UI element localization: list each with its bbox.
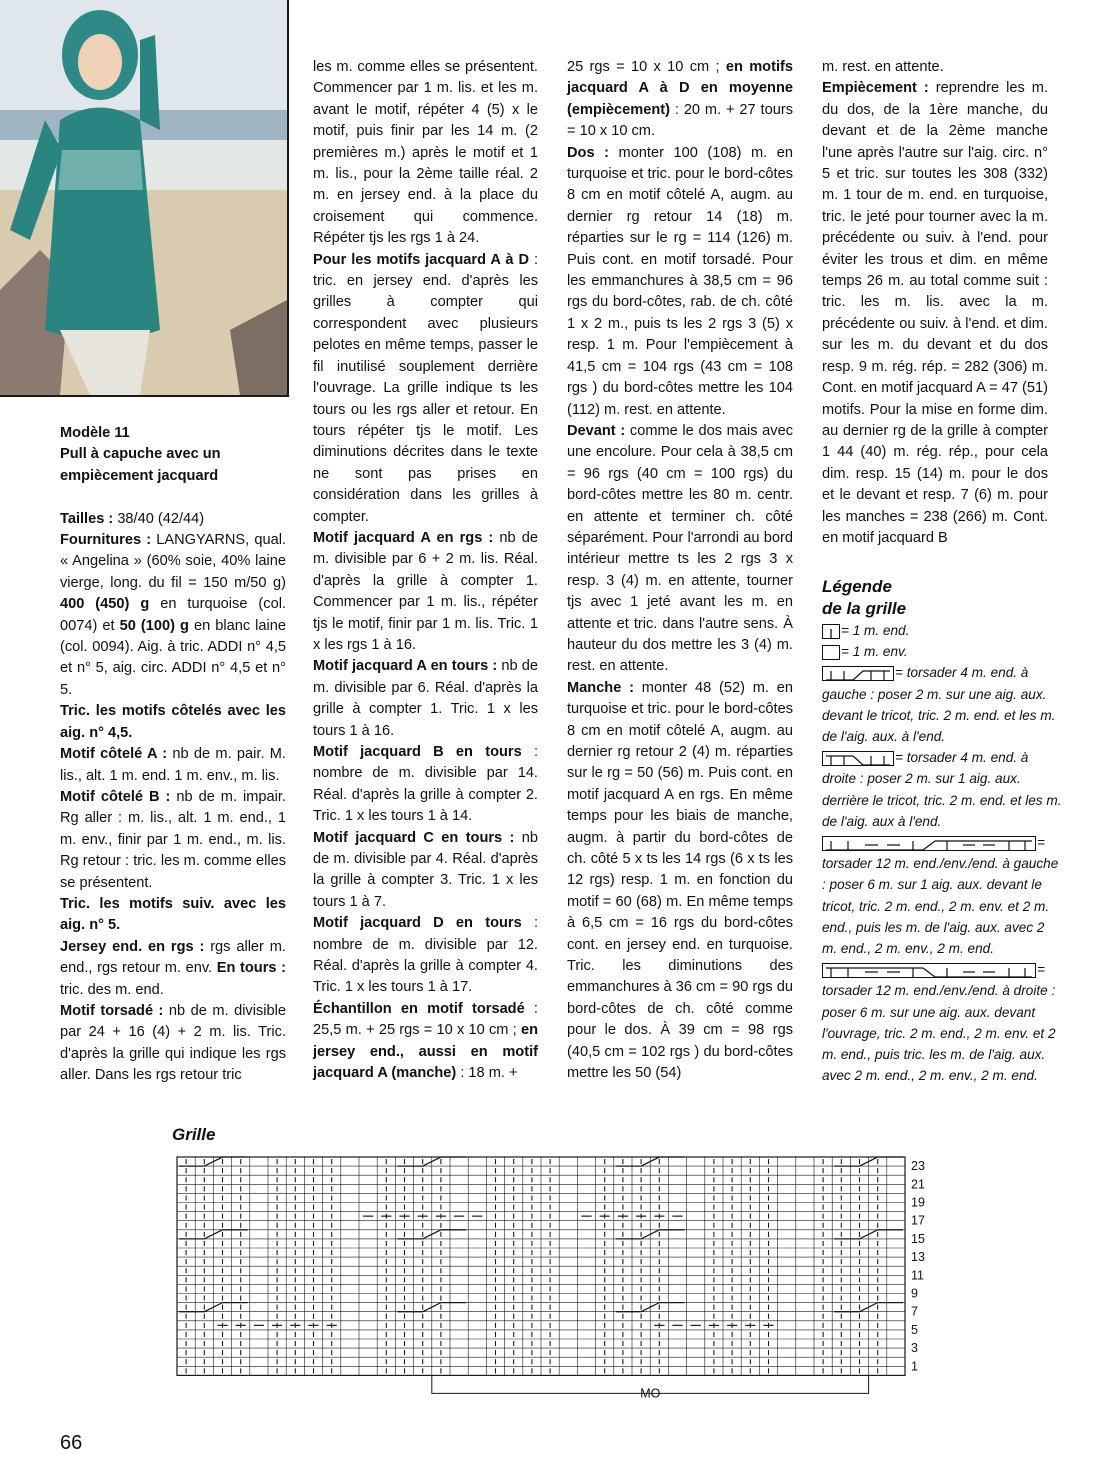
row-label: 19	[911, 1195, 925, 1210]
row-label: 3	[911, 1341, 918, 1356]
legend-title-line2: de la grille	[822, 599, 907, 618]
model-photo-illustration	[0, 0, 287, 395]
model-photo	[0, 0, 289, 397]
cable-left-4-icon	[822, 666, 894, 681]
yoke-paragraph: Empiècement : reprendre les m. du dos, de la 1ère manche, du devant et de la 2ème manche l'une après l'autre sur l'aig. circ. n° 5 et tric. sur toutes les 308 (332) m. 1 tour de m. end. en turquoise, tric. le jeté pour tourner avec la m. précédente ou suiv. à l'end. pour éviter les trous et dim. en même temps 26 m. au total comme suit : tric. les m. lis. avec la m. précédente ou suiv. à l'end. et dim. sur les m. du devant et du dos resp. 9 m. rég. rép. = 282 (306) m. Cont. en motif jacquard A = 47 (51) motifs. Pour la mise en forme dim. au dernier rg de la grille à compter 1 44 (40) m. rég. rép., pour cela dim. resp. 15 (14) m. pour le dos et le devant et resp. 7 (6) m. pour les manches = 238 (266) m. Cont. en motif jacquard B	[822, 80, 1048, 546]
cable-right-12-icon	[822, 963, 1036, 978]
row-label: 7	[911, 1304, 918, 1319]
col3-para-1: 25 rgs = 10 x 10 cm ; en motifs jacquard A à D en moyenne (empiècement) : 20 m. + 27 tours = 10 x 10 cm.	[567, 59, 793, 140]
cable-left-12-icon	[822, 836, 1036, 851]
col2-para-6: Motif jacquard C en tours : nb de m. divisible par 4. Réal. d'après la grille à compter 3. Tric. 1 x les tours 1 à 7.	[313, 829, 539, 910]
row-label: 11	[911, 1268, 924, 1283]
knitting-chart	[170, 1154, 930, 1401]
col2-para-8: Échantillon en motif torsadé : 25,5 m. + 25 rgs = 10 x 10 cm ; en jersey end., aussi en motif jacquard A (manche) : 18 m. +	[313, 1000, 538, 1082]
grille-title: Grille	[172, 1125, 216, 1144]
rib-a-paragraph: Motif côtelé A : nb de m. pair. M. lis., alt. 1 m. end. 1 m. env., m. lis.	[60, 746, 286, 784]
row-label: 21	[911, 1177, 925, 1192]
text-column-1	[60, 423, 286, 1087]
needle-note-2: Tric. les motifs suiv. avec les aig. n° 5.	[60, 895, 286, 934]
cable-paragraph: Motif torsadé : nb de m. divisible par 24 + 16 (4) + 2 m. lis. Tric. d'après la grille qui indique les rgs aller. Dans les rgs retour tric	[60, 1002, 286, 1084]
col2-para-2: Pour les motifs jacquard A à D : tric. en jersey end. d'après les grilles à compter qui correspondent avec plusieurs pelotes en même temps, passer le fil inutilisé souplement derrière l'ouvrage. La grille indique ts les tours ou les rgs aller et retour. En tours répéter tjs le motif. Les diminutions décrites dans le texte ne sont pas prises en considération dans les grilles à compter.	[313, 251, 539, 525]
front-paragraph: Devant : comme le dos mais avec une encolure. Pour cela à 38,5 cm = 96 rgs (40 cm = 100 rgs) du bord-côtes mettre les 80 m. centr. en attente et terminer ch. côté séparément. Pour l'arrondi au bord intérieur mettre ts les 2 rgs 3 x resp. 3 (4) m. en attente, tourner tjs avec 1 jeté avant les m. en attente et tric. dans l'autre sens. À hauteur du dos mettre les 3 (4) m. rest. en attente.	[567, 422, 793, 675]
row-label: 15	[911, 1231, 925, 1246]
row-label: 17	[911, 1213, 925, 1228]
col2-para-3: Motif jacquard A en rgs : nb de m. divisible par 6 + 2 m. lis. Réal. d'après la grille à compter 1. Commencer par 1 m. lis., répéter tjs le motif, finir par 1 m. lis. Tric. 1 x les rgs 1 à 16.	[313, 529, 538, 653]
col2-para-4: Motif jacquard A en tours : nb de m. divisible par 6. Réal. d'après la grille à compter 1. Tric. 1 x les tours 1 à 16.	[313, 658, 538, 739]
text-column-3	[567, 57, 793, 1085]
row-label: 1	[911, 1359, 918, 1374]
row-label: 23	[911, 1159, 925, 1174]
col2-para-1: les m. comme elles se présentent. Commencer par 1 m. lis. et les m. avant le motif, répéter 4 (5) x le motif, puis finir par les 14 m. (2 premières m.) après le motif et 1 m. lis., pour la 2ème taille réal. 2 m. en jersey end. à la place du croisement qui commence. Répéter tjs les rgs 1 à 24.	[313, 59, 538, 247]
model-number: Modèle 11	[60, 425, 130, 441]
text-column-2	[313, 57, 538, 1085]
mo-label: MO	[640, 1386, 661, 1401]
jersey-paragraph: Jersey end. en rgs : rgs aller m. end., rgs retour m. env. En tours : tric. des m. end.	[60, 938, 286, 998]
back-paragraph: Dos : monter 100 (108) m. en turquoise et tric. pour le bord-côtes 8 cm en motif côtelé A, augm. au dernier rg retour 14 (18) m. réparties sur le rg = 114 (126) m. Puis cont. en motif torsadé. Pour les emmanchures à 38,5 cm = 96 rgs du bord-côtes, rab. de ch. côté 1 x 2 m., puis ts les 2 rgs 3 (5) x resp. 1 m. Pour l'empiècement à 41,5 cm = 104 rgs (43 cm = 108 rgs ) du bord-côtes mettre les 104 (112) m. rest. en attente.	[567, 144, 794, 418]
legend-item-knit: = 1 m. end.	[822, 620, 1062, 641]
chart-legend	[822, 576, 1062, 1086]
col4-para-1: m. rest. en attente.	[822, 59, 944, 75]
model-title-line2: empiècement jacquard	[60, 467, 219, 484]
col2-para-5: Motif jacquard B en tours : nombre de m. divisible par 14. Réal. d'après la grille à compter 2. Tric. 1 x les tours 1 à 14.	[313, 744, 538, 825]
page-number: 66	[60, 1432, 83, 1454]
legend-title-line1: Légende	[822, 577, 892, 596]
legend-item-cable12-left: = torsader 12 m. end./env./end. à gauche : poser 6 m. sur 1 aig. aux. devant le tricot, tric. 2 m. end., 2 m. env. et 2 m. end., puis les m. de l'aig. aux. avec 2 m. end., 2 m. env., 2 m. end.	[822, 835, 1059, 957]
legend-item-cable4-right: = torsader 4 m. end. à droite : poser 2 m. sur 1 aig. aux. derrière le tricot, tric. 2 m. end. et les m. de l'aig. aux à l'end.	[822, 750, 1062, 829]
materials-paragraph: Fournitures : LANGYARNS, qual. « Angelina » (60% soie, 40% laine vierge, long. du fil = 150 m/50 g) 400 (450) g en turquoise (col. 0074) et 50 (100) g en blanc laine (col. 0094). Aig. à tric. ADDI n° 4,5 et n° 5, aig. circ. ADDI n° 4,5 et n° 5.	[60, 532, 286, 698]
needle-note-1: Tric. les motifs côtelés avec les aig. n° 4,5.	[60, 703, 286, 741]
legend-item-cable4-left: = torsader 4 m. end. à gauche : poser 2 m. sur une aig. aux. devant le tricot, tric. 2 m. end. et les m. de l'aig. aux. à l'end.	[822, 665, 1056, 745]
cable-right-4-icon	[822, 751, 894, 766]
col2-para-7: Motif jacquard D en tours : nombre de m. divisible par 12. Réal. d'après la grille à compter 4. Tric. 1 x les tours 1 à 17.	[313, 915, 538, 996]
model-title-line1: Pull à capuche avec un	[60, 446, 221, 463]
sizes-paragraph: Tailles : 38/40 (42/44)	[60, 510, 205, 527]
rib-b-paragraph: Motif côtelé B : nb de m. impair. Rg aller : m. lis., alt. 1 m. end., 1 m. env., finir par 1 m. end., m. lis. Rg retour : tric. les m. comme elles se présentent.	[60, 788, 286, 891]
sleeve-paragraph: Manche : monter 48 (52) m. en turquoise et tric. pour le bord-côtes 8 cm en motif côtelé A, augm. au dernier rg retour 2 (4) m. réparties sur le rg = 50 (56) m. Puis cont. en motif jacquard A en rgs. En même temps pour les biais de manche, augm. à partir du bord-côtes de ch. côté 5 x ts les 14 rgs (6 x ts les 12 rgs) resp. 1 m. en fonction du motif = 60 (68) m. En même temps à 6,5 cm = 16 rgs du bord-côtes cont. en jersey end. en turquoise. Tric. les diminutions des emmanchures à 36 cm = 90 rgs du bord-côtes de ch. côté comme pour le dos. À 39 cm = 98 rgs (40,5 cm = 102 rgs ) du bord-côtes mettre les 50 (54)	[567, 679, 794, 1082]
text-column-4	[822, 57, 1048, 549]
purl-symbol-icon	[822, 645, 840, 660]
knit-symbol-icon	[822, 624, 840, 639]
legend-item-purl: = 1 m. env.	[822, 641, 1062, 662]
legend-item-cable12-right: = torsader 12 m. end./env./end. à droite : poser 6 m. sur une aig. aux. devant l'ouvrage, tric. 2 m. end., 2 m. env. et 2 m. end., puis tric. les m. de l'aig. aux. avec 2 m. end., 2 m. env., 2 m. end.	[822, 962, 1056, 1084]
row-label: 9	[911, 1286, 918, 1301]
row-label: 5	[911, 1322, 918, 1337]
row-label: 13	[911, 1250, 925, 1265]
